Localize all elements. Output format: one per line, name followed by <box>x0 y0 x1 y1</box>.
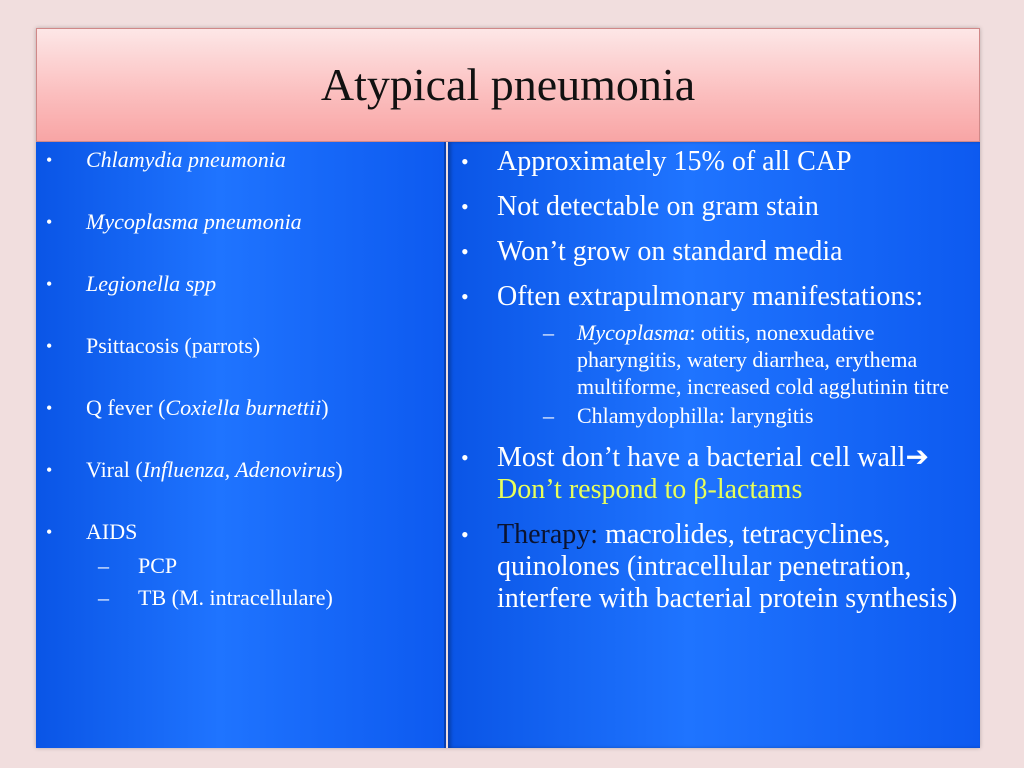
list-item: • Not detectable on gram stain <box>461 191 819 222</box>
bullet-icon: • <box>46 522 53 542</box>
list-item: • Viral (Influenza, Adenovirus) <box>46 457 343 482</box>
bullet-icon: • <box>46 398 53 418</box>
bullet-icon: • <box>46 460 53 480</box>
bullet-icon: • <box>461 239 469 264</box>
title-bar <box>36 28 980 142</box>
slide <box>36 28 980 748</box>
bullet-icon: • <box>46 336 53 356</box>
list-item: • AIDS – PCP – TB (M. intracellulare) <box>46 518 426 614</box>
left-panel <box>36 142 446 748</box>
list-item: • Chlamydia pneumonia <box>46 147 286 172</box>
bullet-icon: • <box>46 274 53 294</box>
bullet-icon: • <box>461 194 469 219</box>
extrapulmonary-sub-list <box>497 319 973 429</box>
list-item: • Approximately 15% of all CAP <box>461 146 852 177</box>
slide-title: Atypical pneumonia <box>320 59 696 110</box>
sub-list-item: – Mycoplasma: otitis, nonexudative pharyngitis, watery diarrhea, erythema multiforme, increased cold agglutinin titre <box>543 320 950 399</box>
aids-sub-list <box>86 550 426 614</box>
dash-icon: – <box>98 553 109 578</box>
list-item: • Psittacosis (parrots) <box>46 333 261 358</box>
bullet-icon: • <box>461 284 469 309</box>
sub-list-item: – PCP <box>86 550 426 582</box>
list-item: • Legionella spp <box>46 271 217 296</box>
bullet-icon: • <box>461 445 469 470</box>
bullet-icon: • <box>46 150 53 170</box>
dash-icon: – <box>543 403 554 428</box>
list-item: • Mycoplasma pneumonia <box>46 209 302 234</box>
list-item: • Q fever (Coxiella burnettii) <box>46 395 329 420</box>
sub-list-item: – TB (M. intracellulare) <box>86 582 426 614</box>
dash-icon: – <box>98 585 109 610</box>
list-item: • Won’t grow on standard media <box>461 236 843 267</box>
left-bullet-list <box>46 146 426 648</box>
sub-list-item: – Chlamydophilla: laryngitis <box>543 403 814 428</box>
list-item: • Often extrapulmonary manifestations: – Mycoplasma: otitis, nonexudative pharyngitis, watery diarrhea, erythema multiforme, increased cold agglutinin titre – Chlamydophilla: laryngitis <box>461 281 973 429</box>
right-bullet-list <box>461 146 973 628</box>
bullet-icon: • <box>46 212 53 232</box>
bullet-icon: • <box>461 149 469 174</box>
dash-icon: – <box>543 320 554 345</box>
therapy-label: Therapy: <box>497 519 599 550</box>
right-panel <box>448 142 980 748</box>
list-item: • Therapy: macrolides, tetracyclines, quinolones (intracellular penetration, interfere with bacterial protein synthesis) <box>461 519 958 614</box>
bullet-icon: • <box>461 522 469 547</box>
list-item: • Most don’t have a bacterial cell wall➔ Don’t respond to β-lactams <box>461 442 929 505</box>
beta-lactam-highlight: Don’t respond to β-lactams <box>497 474 803 505</box>
arrow-icon: ➔ <box>905 442 929 473</box>
